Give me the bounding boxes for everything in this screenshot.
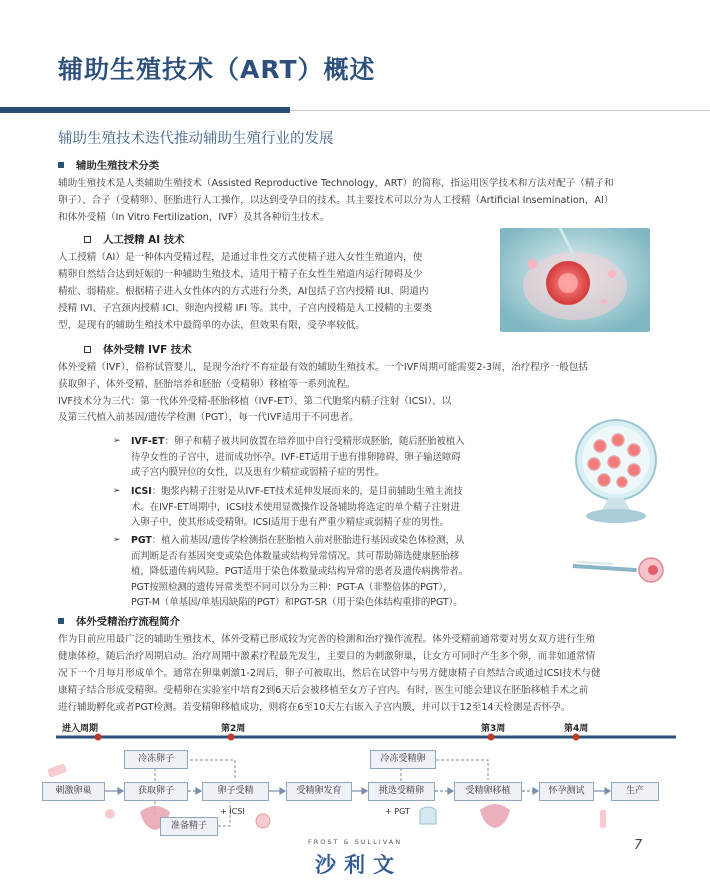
process-paragraph: 作为目前应用最广泛的辅助生殖技术，体外受精已形成较为完善的检测和治疗操作流程。体外受精前通常要对男女双方进行生殖 健康体检，随后治疗周期启动。治疗周期中激素疗程最先发生，主要目的为刺激卵巢，让女方可同时产生多个卵，而非如通常情 况下一个月每月形成单个。通常在卵巢刺激1-2周后，卵子可被取出，然后在试管中与男方健康精子自然结合或通过ICSI技术与健 康精子结合形成受精卵。受精卵在实验室中培育2到6天后会被移植至女方子宫内。有时，医生可能会建议在胚胎移植手术之前 进行辅助孵化或者PGT检测。若受精卵移植成功，则将在6至10天左右嵌入子宫内膜，并可以于12至14天检测是否怀孕。 [58,634,601,713]
page-number: 7 [634,838,643,853]
checkbox-bullet-icon [84,236,91,243]
step-embryo-culture: 受精卵发育 [286,782,352,801]
step-pregnancy-test: 怀孕测试 [539,782,594,801]
step-embryo-transfer: 受精卵移植 [454,782,522,801]
pipette-illustration [573,540,673,590]
page-subtitle: 辅助生殖技术迭代推动辅助生殖行业的发展 [58,131,334,147]
timeline-label-start: 进入周期 [62,724,99,734]
square-bullet-icon [58,618,64,624]
ai-illustration-image [500,228,650,332]
arrow-bullet-icon: ➢ [113,535,121,545]
timeline-marker-week4 [573,734,580,741]
arrow-bullet-icon: ➢ [113,436,121,446]
checkbox-bullet-icon [84,346,91,353]
step-freeze-embryos: 冷冻受精卵 [370,750,436,769]
footer-brand-english: FROST & SULLIVAN [308,838,403,846]
subsection-heading-ivf: 体外受精 IVF 技术 [84,341,192,356]
step-egg-retrieval: 获取卵子 [124,782,188,801]
ivf-paragraph: 体外受精（IVF），俗称试管婴儿，是现今治疗不育症最有效的辅助生殖技术。一个IVF周期可能需要2-3周，治疗程序一般包括 获取卵子、体外受精、胚胎培养和胚胎（受精卵）移植等一系列流程。 [58,362,588,390]
title-underline-bar [0,107,290,113]
note-icsi: + ICSI [220,807,245,816]
bullet-icsi: ➢ ICSI：胞浆内精子注射是从IVF-ET技术延伸发展而来的，是目前辅助生殖主流技 术。在IVF-ET周期中，ICSI技术使用显微操作设备辅助将选定的单个精子注射进 入卵子中，使其形成受精卵。ICSI适用于患有严重少精症或弱精子症的男性。 [113,486,463,528]
timeline-marker-week3 [488,734,495,741]
ivf-process-timeline [0,718,710,848]
note-pgt: + PGT [385,807,410,816]
section-heading-classification: 辅助生殖技术分类 [58,157,159,172]
timeline-label-week4: 第4周 [564,724,589,734]
step-fertilization: 卵子受精 [202,782,269,801]
title-rule [290,110,710,111]
ivf-generations-paragraph: IVF技术分为三代：第一代体外受精-胚胎移植（IVF-ET）、第二代胞浆内精子注射（ICSI）、以 及第三代植入前基因/遗传学检测（PGT），每一代IVF适用于不同患者。 [58,396,452,423]
timeline-label-week2: 第2周 [221,724,246,734]
step-sperm-preparation: 准备精子 [160,817,218,836]
step-freeze-eggs: 冷冻卵子 [124,750,188,769]
bullet-pgt: ➢ PGT：植入前基因/遗传学检测指在胚胎植入前对胚胎进行基因或染色体检测，从 而判断是否有基因突变或染色体数量或结构异常情况。其可帮助筛选健康胚胎移 植，降低遗传病风险。PGT适用于染色体数量或结构异常的患者及遗传病携带者。 PGT按照检测的遗传异常类型不同可以分为三种：PGT-A（非整倍体的PGT）， PGT-M（单基因/单基因缺陷的PGT）和PGT-SR（用于染色体结构重排的PGT）。 [113,535,469,608]
timeline-label-week3: 第3周 [481,724,506,734]
subsection-heading-ai: 人工授精 AI 技术 [84,231,185,246]
step-embryo-selection: 挑选受精卵 [368,782,435,801]
footer-brand-logo: 沙利文 [315,853,402,877]
step-delivery: 生产 [611,782,659,801]
classification-paragraph: 辅助生殖技术是人类辅助生殖技术（Assisted Reproductive Technology，ART）的简称，指运用医学技术和方法对配子（精子和 卵子）、合子（受精卵）、胚胎进行人工操作，以达到受孕目的技术。其主要技术可以分为人工授精（Artificial Insemination，AI） 和体外受精（In Vitro Fertilization，IVF）及其各种衍生技术。 [58,178,614,223]
section-heading-process: 体外受精治疗流程简介 [58,613,180,628]
timeline-marker-week2 [228,734,235,741]
timeline-marker-start [95,734,102,741]
ai-paragraph: 人工授精（AI）是一种体内受精过程，是通过非性交方式使精子进入女性生殖道内，使 精卵自然结合达到妊娠的一种辅助生殖技术，适用于精子在女性生殖道内运行障碍及少 精症、弱精症。根据精子进入女性体内的方式进行分类，AI包括子宫内授精 IUI、阴道内 授精 IVI、子宫颈内授精 ICI、卵泡内授精 IFI 等。其中，子宫内授精是人工授精的主要类 型，是现有的辅助生殖技术中最简单的办法，但效果有限，受孕率较低。 [58,252,433,331]
step-ovarian-stimulation: 刺激卵巢 [42,782,105,801]
arrow-bullet-icon: ➢ [113,486,121,496]
petri-dish-illustration [560,418,672,526]
square-bullet-icon [58,162,64,168]
page-title: 辅助生殖技术（ART）概述 [58,55,376,84]
bullet-ivf-et: ➢ IVF-ET：卵子和精子被共同放置在培养皿中自行受精形成胚胎，随后胚胎被植入 待孕女性的子宫中，进而成功怀孕。IVF-ET适用于患有排卵障碍、卵子输送障碍 或子宫内膜异位的女性，以及患有少精症或弱精子症的男性。 [113,436,465,478]
